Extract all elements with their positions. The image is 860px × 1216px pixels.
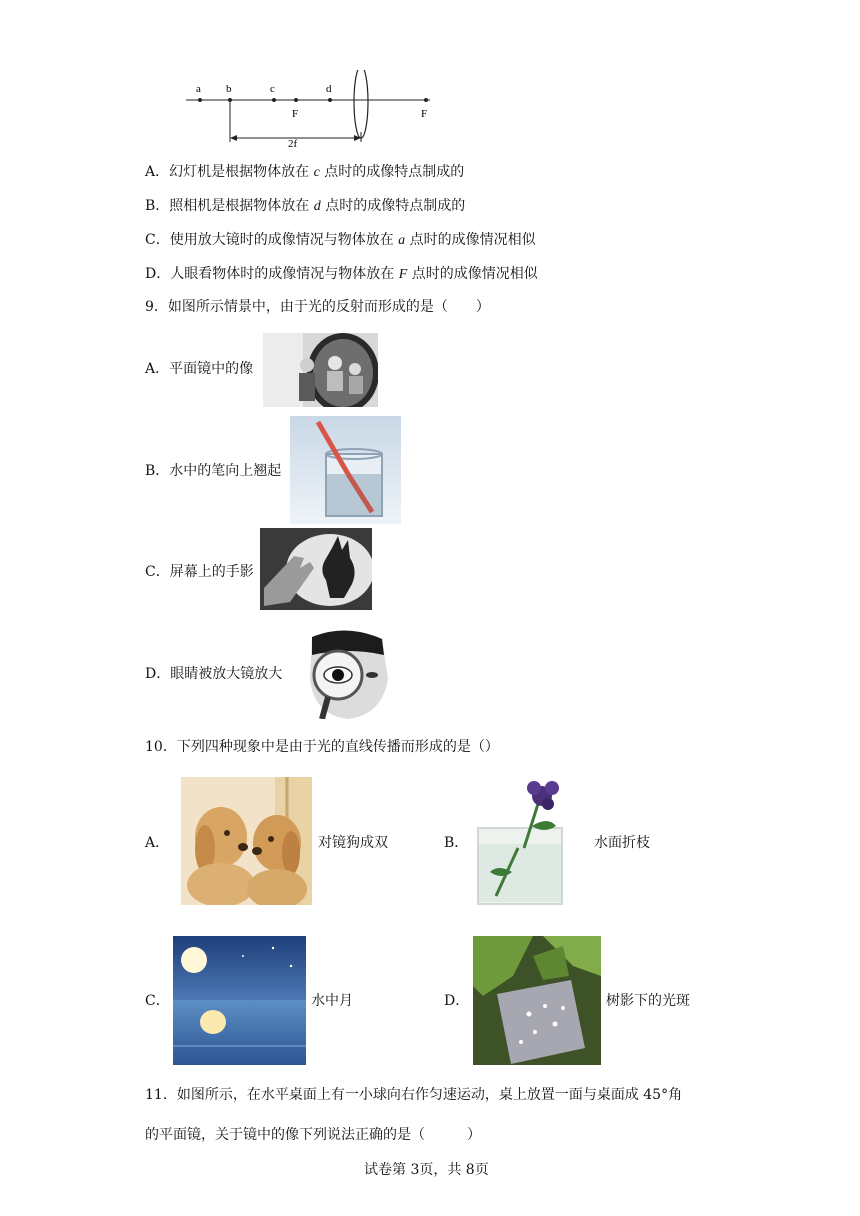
option-letter: C． xyxy=(145,232,170,248)
q10-option-c-caption: 水中月 xyxy=(311,993,353,1009)
option-text: 点时的成像情况相似 xyxy=(409,232,536,248)
point-d-label: d xyxy=(326,83,332,95)
option-text: 点时的成像特点制成的 xyxy=(324,164,465,180)
dogs-mirror-photo xyxy=(181,777,312,905)
pencil-in-glass-photo xyxy=(290,416,401,524)
q10-option-b-caption: 水面折枝 xyxy=(594,835,650,851)
option-variable: F xyxy=(398,267,408,282)
q9-option-d: D．眼睛被放大镜放大 xyxy=(145,666,283,682)
q8-option-b xyxy=(145,196,465,217)
q9-stem: 9．如图所示情景中，由于光的反射而形成的是（ ） xyxy=(145,299,490,315)
q8-option-c xyxy=(145,230,536,251)
q9-option-b: B．水中的笔向上翘起 xyxy=(145,463,282,479)
light-spots-photo xyxy=(473,936,601,1065)
option-text: 幻灯机是根据物体放在 xyxy=(169,164,310,180)
q10-option-a-caption: 对镜狗成双 xyxy=(318,835,388,851)
magnifier-eye-photo xyxy=(292,629,399,719)
q9-option-a: A．平面镜中的像 xyxy=(145,361,254,377)
option-letter: A． xyxy=(145,164,170,180)
q10-option-d-caption: 树影下的光斑 xyxy=(606,993,690,1009)
option-variable: d xyxy=(313,199,321,214)
option-letter: B． xyxy=(145,198,170,214)
page-footer: 试卷第 3页，共 8页 xyxy=(364,1162,489,1178)
q10-option-b-letter: B． xyxy=(444,835,469,851)
q9-option-c: C．屏幕上的手影 xyxy=(145,564,254,580)
q10-option-d-letter: D． xyxy=(444,993,470,1009)
flower-in-water-photo xyxy=(472,776,592,909)
point-b-label: b xyxy=(226,83,232,95)
point-f-right-label: F xyxy=(421,108,428,120)
option-text: 照相机是根据物体放在 xyxy=(169,198,310,214)
option-text: 使用放大镜时的成像情况与物体放在 xyxy=(169,232,394,248)
q10-stem: 10．下列四种现象中是由于光的直线传播而形成的是（） xyxy=(145,739,499,755)
q11-stem-line1: 11．如图所示，在水平桌面上有一小球向右作匀速运动，桌上放置一面与桌面成 45°角 xyxy=(145,1087,683,1103)
moon-reflection-photo xyxy=(173,936,306,1065)
point-f-left-label: F xyxy=(292,108,299,120)
two-f-label: 2f xyxy=(288,138,298,150)
q8-option-a xyxy=(145,162,464,183)
q11-stem-line2: 的平面镜，关于镜中的像下列说法正确的是（ ） xyxy=(145,1127,481,1143)
option-variable: c xyxy=(313,165,320,180)
option-text: 人眼看物体时的成像情况与物体放在 xyxy=(170,266,395,282)
option-text: 点时的成像情况相似 xyxy=(411,266,538,282)
hand-shadow-photo xyxy=(260,528,372,610)
point-c-label: c xyxy=(270,83,275,95)
option-text: 点时的成像特点制成的 xyxy=(325,198,466,214)
option-letter: D． xyxy=(145,266,171,282)
option-variable: a xyxy=(398,233,406,248)
lens-diagram xyxy=(180,70,440,155)
q8-option-d xyxy=(145,264,538,285)
q10-option-c-letter: C． xyxy=(145,993,170,1009)
point-a-label: a xyxy=(196,83,201,95)
mirror-children-photo xyxy=(263,333,378,407)
q10-option-a-letter: A． xyxy=(145,835,170,851)
